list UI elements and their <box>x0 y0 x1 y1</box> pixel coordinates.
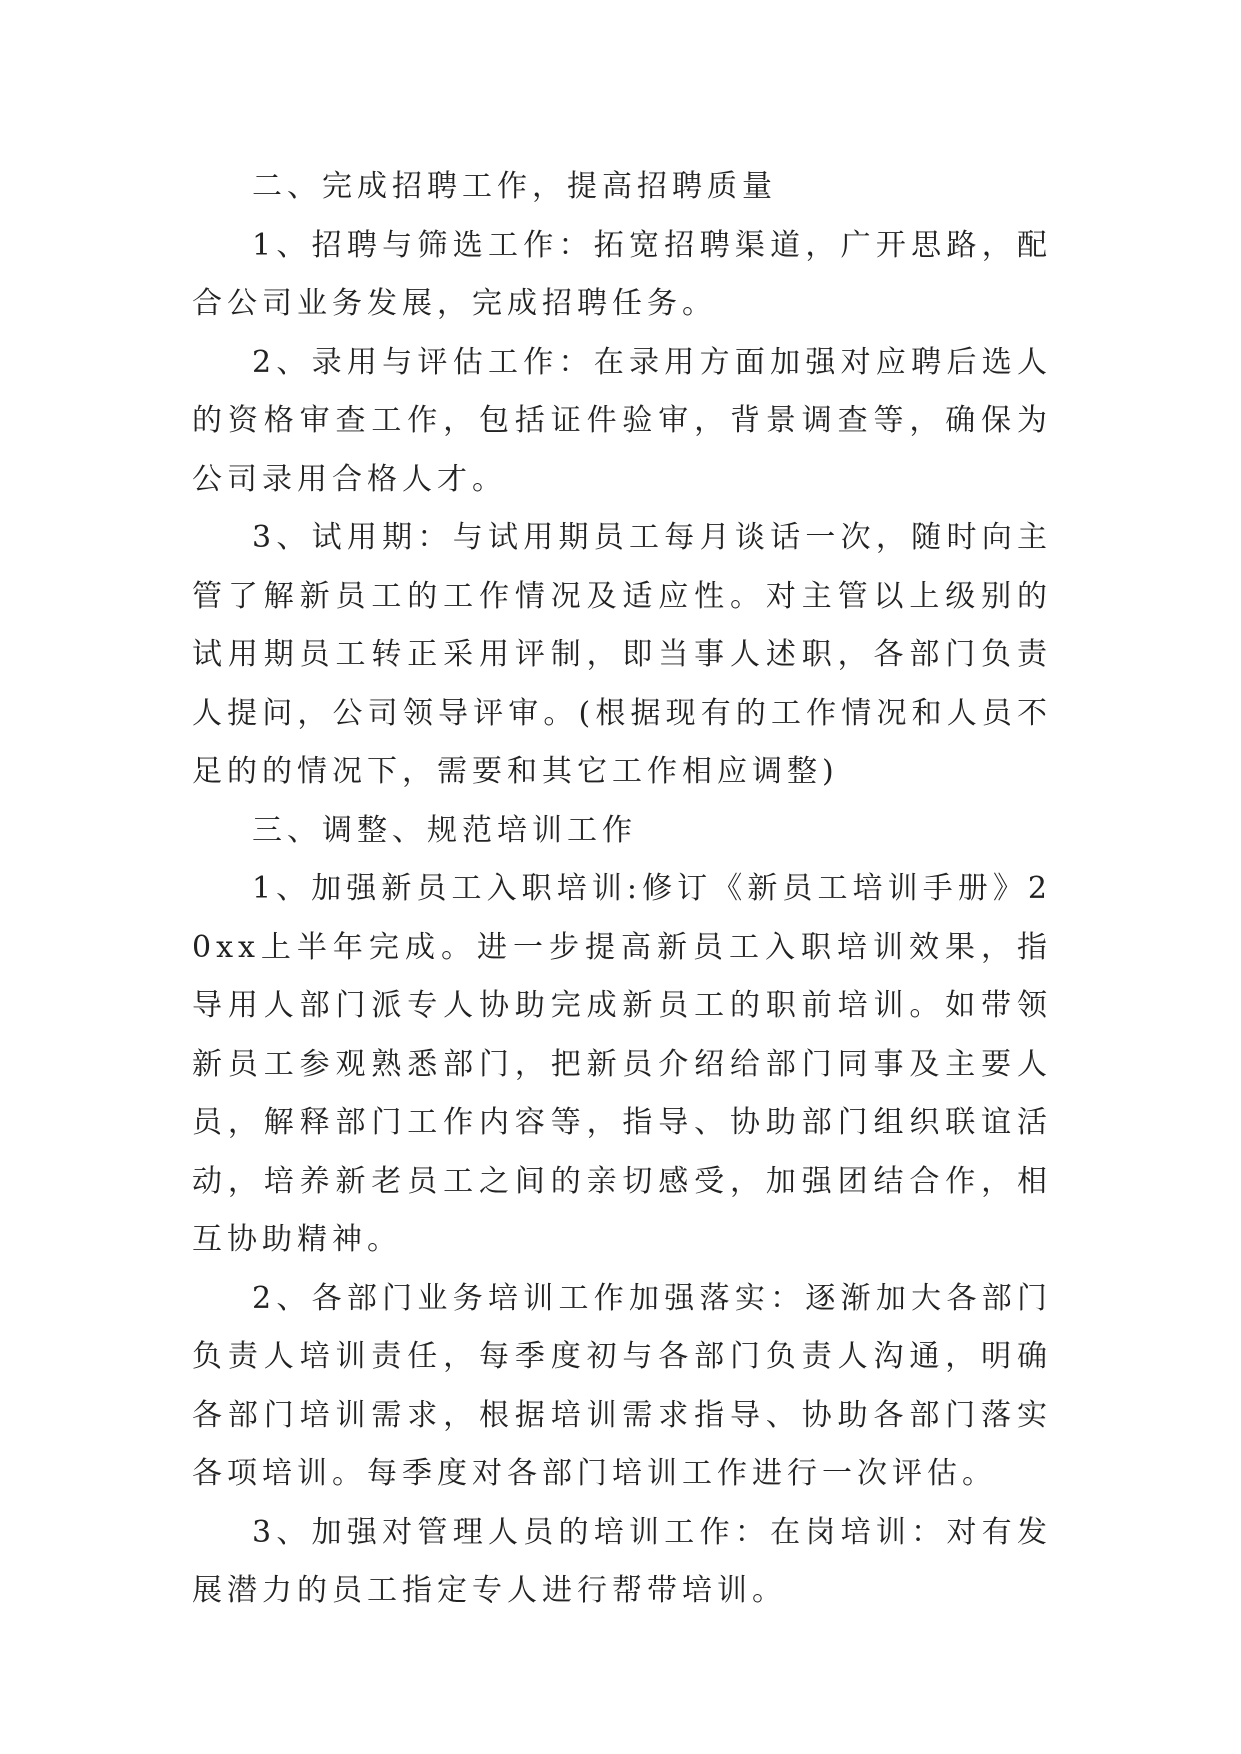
paragraph-probation: 3、试用期：与试用期员工每月谈话一次，随时向主管了解新员工的工作情况及适应性。对主管以上级别的试用期员工转正采用评制，即当事人述职，各部门负责人提问，公司领导评审。(根据现有的工作情况和人员不足的的情况下，需要和其它工作相应调整) <box>192 520 1052 789</box>
paragraph-hiring-evaluation: 2、录用与评估工作：在录用方面加强对应聘后选人的资格审查工作，包括证件验审，背景调查等，确保为公司录用合格人才。 <box>192 344 1052 497</box>
paragraph-onboarding-training: 1、加强新员工入职培训:修订《新员工培训手册》20xx上半年完成。进一步提高新员工入职培训效果，指导用人部门派专人协助完成新员工的职前培训。如带领新员工参观熟悉部门，把新员介绍给部门同事及主要人员，解释部门工作内容等，指导、协助部门组织联谊活动，培养新老员工之间的亲切感受，加强团结合作，相互协助精神。 <box>192 871 1052 1257</box>
paragraph-recruitment-screening: 1、招聘与筛选工作：拓宽招聘渠道，广开思路，配合公司业务发展，完成招聘任务。 <box>192 227 1052 321</box>
document-body <box>192 158 1052 1621</box>
section-heading-recruitment: 二、完成招聘工作，提高招聘质量 <box>252 169 777 204</box>
paragraph-management-training: 3、加强对管理人员的培训工作：在岗培训：对有发展潜力的员工指定专人进行帮带培训。 <box>192 1514 1052 1608</box>
paragraph-department-training: 2、各部门业务培训工作加强落实：逐渐加大各部门负责人培训责任，每季度初与各部门负责人沟通，明确各部门培训需求，根据培训需求指导、协助各部门落实各项培训。每季度对各部门培训工作进行一次评估。 <box>192 1280 1052 1491</box>
section-heading-training: 三、调整、规范培训工作 <box>252 812 637 848</box>
